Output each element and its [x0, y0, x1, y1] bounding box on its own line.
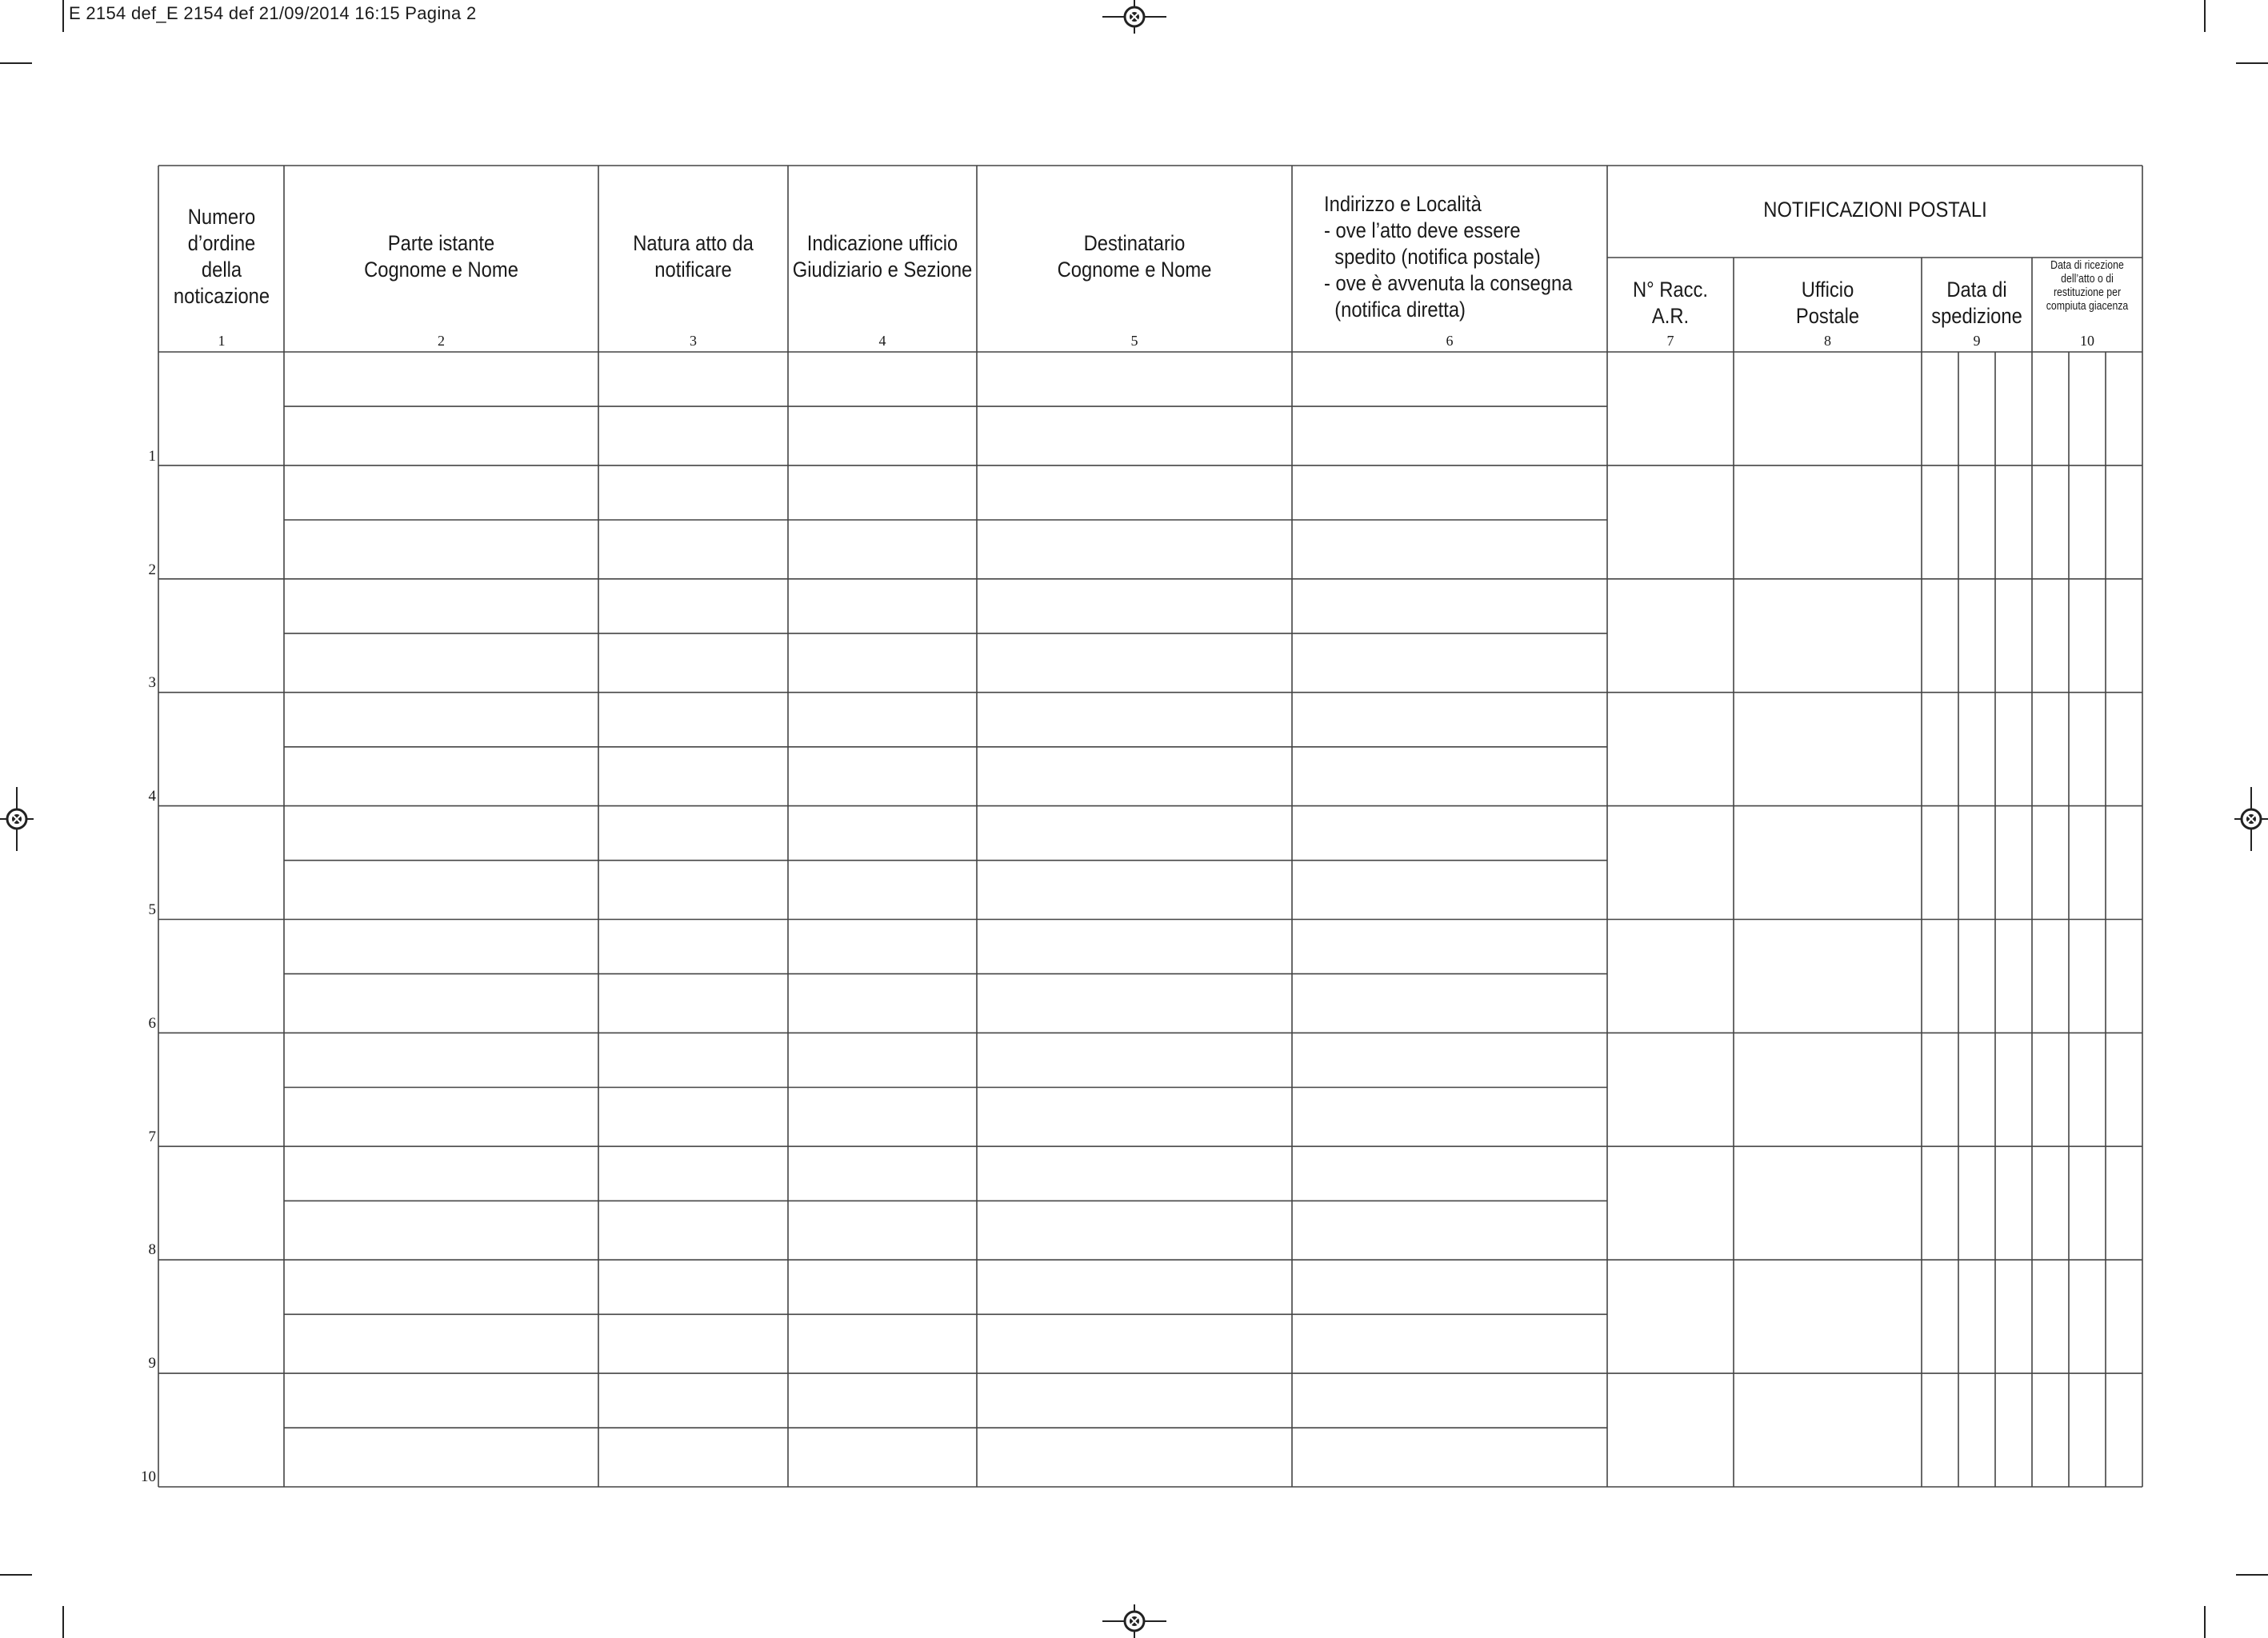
header-col1-line: d’ordine	[187, 231, 256, 255]
header-col9-line: Data di	[1946, 278, 2007, 302]
row-number: 4	[148, 788, 156, 805]
header-col6-line: Indirizzo e Località	[1324, 192, 1482, 216]
row-number: 5	[148, 901, 156, 918]
header-col6-line: (notifica diretta)	[1324, 298, 1466, 322]
row-number: 2	[148, 561, 156, 578]
header-col10-line: dell’atto o di	[2061, 272, 2114, 286]
header-col4-line: Indicazione ufficio	[806, 231, 958, 255]
header-col1-line: Numero	[187, 205, 256, 229]
header-col6-line: - ove l’atto deve essere	[1324, 218, 1521, 242]
header-col4-line: Giudiziario e Sezione	[792, 258, 973, 282]
header-col5-line: Destinatario	[1083, 231, 1186, 255]
header-col1-line: noticazione	[173, 284, 270, 308]
column-number: 6	[1446, 333, 1454, 349]
header-col8-line: Ufficio	[1801, 278, 1854, 302]
column-number: 5	[1130, 333, 1138, 349]
column-number: 1	[218, 333, 226, 349]
header-notificazioni-postali: NOTIFICAZIONI POSTALI	[1763, 198, 1987, 222]
row-number: 7	[148, 1129, 156, 1145]
column-number: 2	[438, 333, 445, 349]
header-col5-line: Cognome e Nome	[1057, 258, 1212, 282]
column-number: 9	[1973, 333, 1981, 349]
header-col1-line: della	[201, 258, 242, 282]
header-col10-line: restituzione per	[2053, 286, 2122, 299]
header-col6-line: - ove è avvenuta la consegna	[1324, 271, 1573, 295]
header-col2-line: Parte istante	[387, 231, 495, 255]
header-col7-line: A.R.	[1651, 304, 1690, 328]
row-number: 1	[148, 448, 156, 465]
print-slug: E 2154 def_E 2154 def 21/09/2014 16:15 Pagina 2	[69, 3, 477, 23]
header-col10-line: Data di ricezione	[2050, 258, 2124, 272]
column-number: 7	[1666, 333, 1674, 349]
row-number: 10	[141, 1468, 156, 1485]
row-number: 6	[148, 1015, 156, 1032]
header-col7-line: N° Racc.	[1632, 278, 1708, 302]
column-number: 8	[1824, 333, 1831, 349]
column-number: 4	[878, 333, 886, 349]
column-number: 10	[2080, 333, 2094, 349]
header-col9-line: spedizione	[1931, 304, 2022, 328]
header-col3-line: notificare	[654, 258, 732, 282]
column-number: 3	[690, 333, 697, 349]
row-number: 3	[148, 674, 156, 691]
header-col3-line: Natura atto da	[633, 231, 754, 255]
row-number: 9	[148, 1355, 156, 1372]
header-col6-line: spedito (notifica postale)	[1324, 245, 1541, 269]
row-number: 8	[148, 1241, 156, 1258]
header-col8-line: Postale	[1795, 304, 1860, 328]
header-col2-line: Cognome e Nome	[364, 258, 518, 282]
header-col10-line: compiuta giacenza	[2046, 299, 2129, 313]
